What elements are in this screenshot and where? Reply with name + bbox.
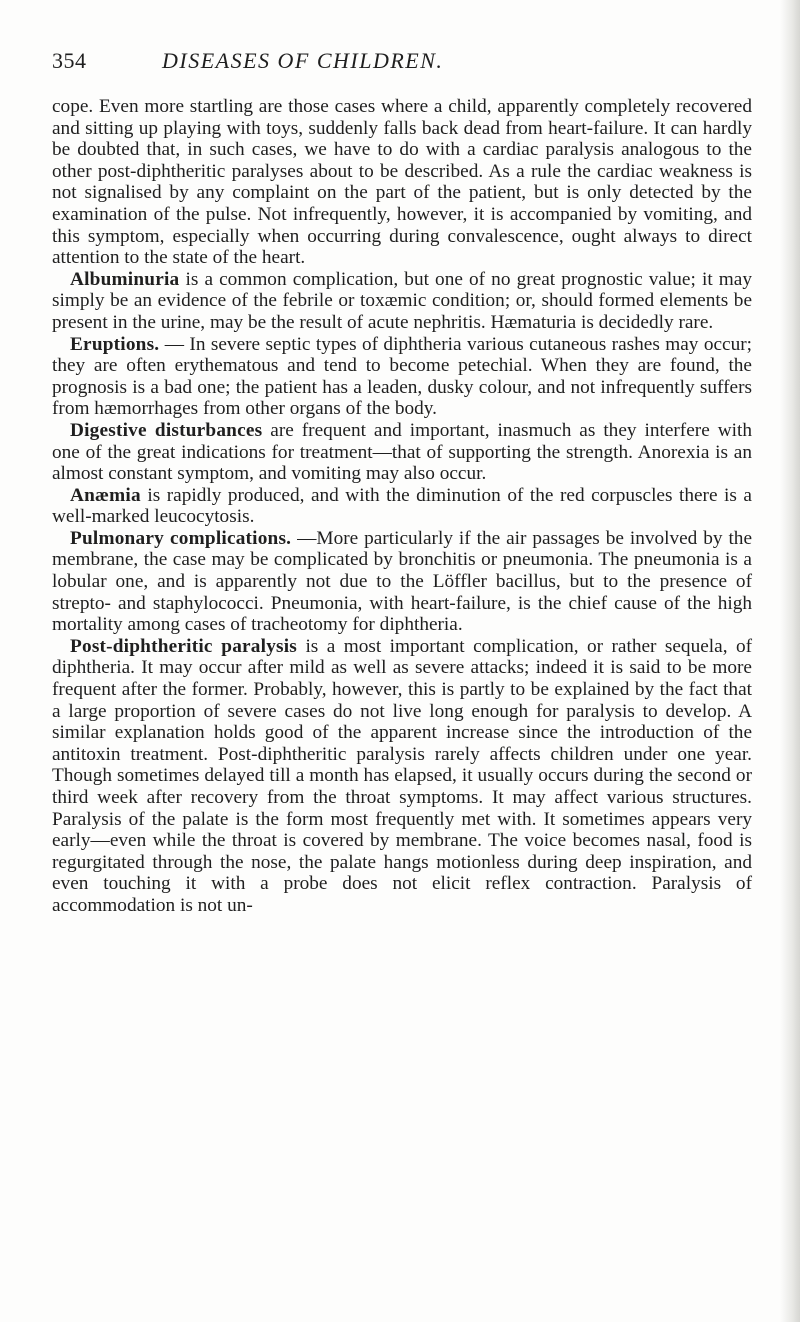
paragraph-heart-failure [52, 96, 752, 269]
running-head: DISEASES OF CHILDREN. [162, 48, 444, 73]
paragraph-text: is a common complication, but one of no great prognostic value; it may simply be an evidence of the febrile or toxæmic condition; or, should formed elements be present in the urine, may be the result of acute nephritis. Hæmaturia is decidedly rare. [52, 268, 752, 333]
section-heading-anaemia: Anæmia [70, 484, 141, 506]
page-header [52, 48, 752, 78]
paragraph-digestive [52, 420, 752, 485]
body-text [52, 96, 752, 917]
paragraph-text: is a most important complication, or rather sequela, of diphtheria. It may occur after mild as well as severe attacks; indeed it is said to be more frequent after the former. Probably, however, this is partly to be explained by the fact that a large proportion of severe cases do not live long enough for paralysis to develop. A similar explanation holds good of the apparent increase since the introduction of the antitoxin treatment. Post-diphtheritic paralysis rarely affects children under one year. Though sometimes delayed till a month has elapsed, it usually occurs during the second or third week after recovery from the throat symptoms. It may affect various structures. Paralysis of the palate is the form most frequently met with. It sometimes appears very early—even while the throat is covered by membrane. The voice becomes nasal, food is regurgitated through the nose, the palate hangs motionless during deep inspiration, and even touching it with a probe does not elicit reflex contraction. Paralysis of accommodation is not un- [52, 635, 753, 916]
section-heading-eruptions: Eruptions. [70, 333, 160, 355]
paragraph-text: are frequent and important, inasmuch as they interfere with one of the great indications for treatment—that of supporting the strength. Anorexia is an almost constant symptom, and vomiting may also occur. [52, 419, 752, 485]
paragraph-pulmonary [52, 528, 752, 636]
paragraph-text: cope. Even more startling are those cases where a child, apparently completely recovered and sitting up playing with toys, suddenly falls back dead from heart-failure. It can hardly be doubted that, in such cases, we have to do with a cardiac paralysis analogous to the other post-diphtheritic paralyses about to be described. As a rule the cardiac weakness is not signalised by any complaint on the part of the patient, but is only detected by the examination of the pulse. Not infrequently, however, it is accompanied by vomiting, and this symptom, especially when occurring during convalescence, ought always to direct attention to the state of the heart. [52, 96, 752, 269]
paragraph-paralysis [52, 636, 752, 917]
page-number: 354 [52, 48, 87, 73]
page-edge-shadow [780, 0, 800, 1322]
section-heading-paralysis: Post-diphtheritic paralysis [70, 635, 298, 657]
paragraph-text: — In severe septic types of diphtheria various cutaneous rashes may occur; they are often erythematous and tend to become petechial. When they are found, the prognosis is a bad one; the patient has a leaden, dusky colour, and not infrequently suffers from hæmorrhages from other organs of the body. [52, 333, 752, 420]
section-heading-pulmonary: Pulmonary complications. [70, 527, 292, 549]
section-heading-digestive: Digestive disturbances [70, 419, 263, 441]
paragraph-eruptions [52, 334, 752, 420]
paragraph-text: —More particularly if the air passages be involved by the membrane, the case may be complicated by bronchitis or pneumonia. The pneumonia is a lobular one, and is apparently not due to the Löffler bacillus, but to the presence of strepto- and staphylococci. Pneumonia, with heart-failure, is the chief cause of the high mortality among cases of tracheotomy for diphtheria. [52, 527, 752, 636]
paragraph-text: is rapidly produced, and with the diminution of the red corpuscles there is a well-marked leucocytosis. [52, 484, 752, 528]
section-heading-albuminuria: Albuminuria [70, 268, 180, 290]
paragraph-anaemia [52, 485, 752, 528]
paragraph-albuminuria [52, 269, 752, 334]
